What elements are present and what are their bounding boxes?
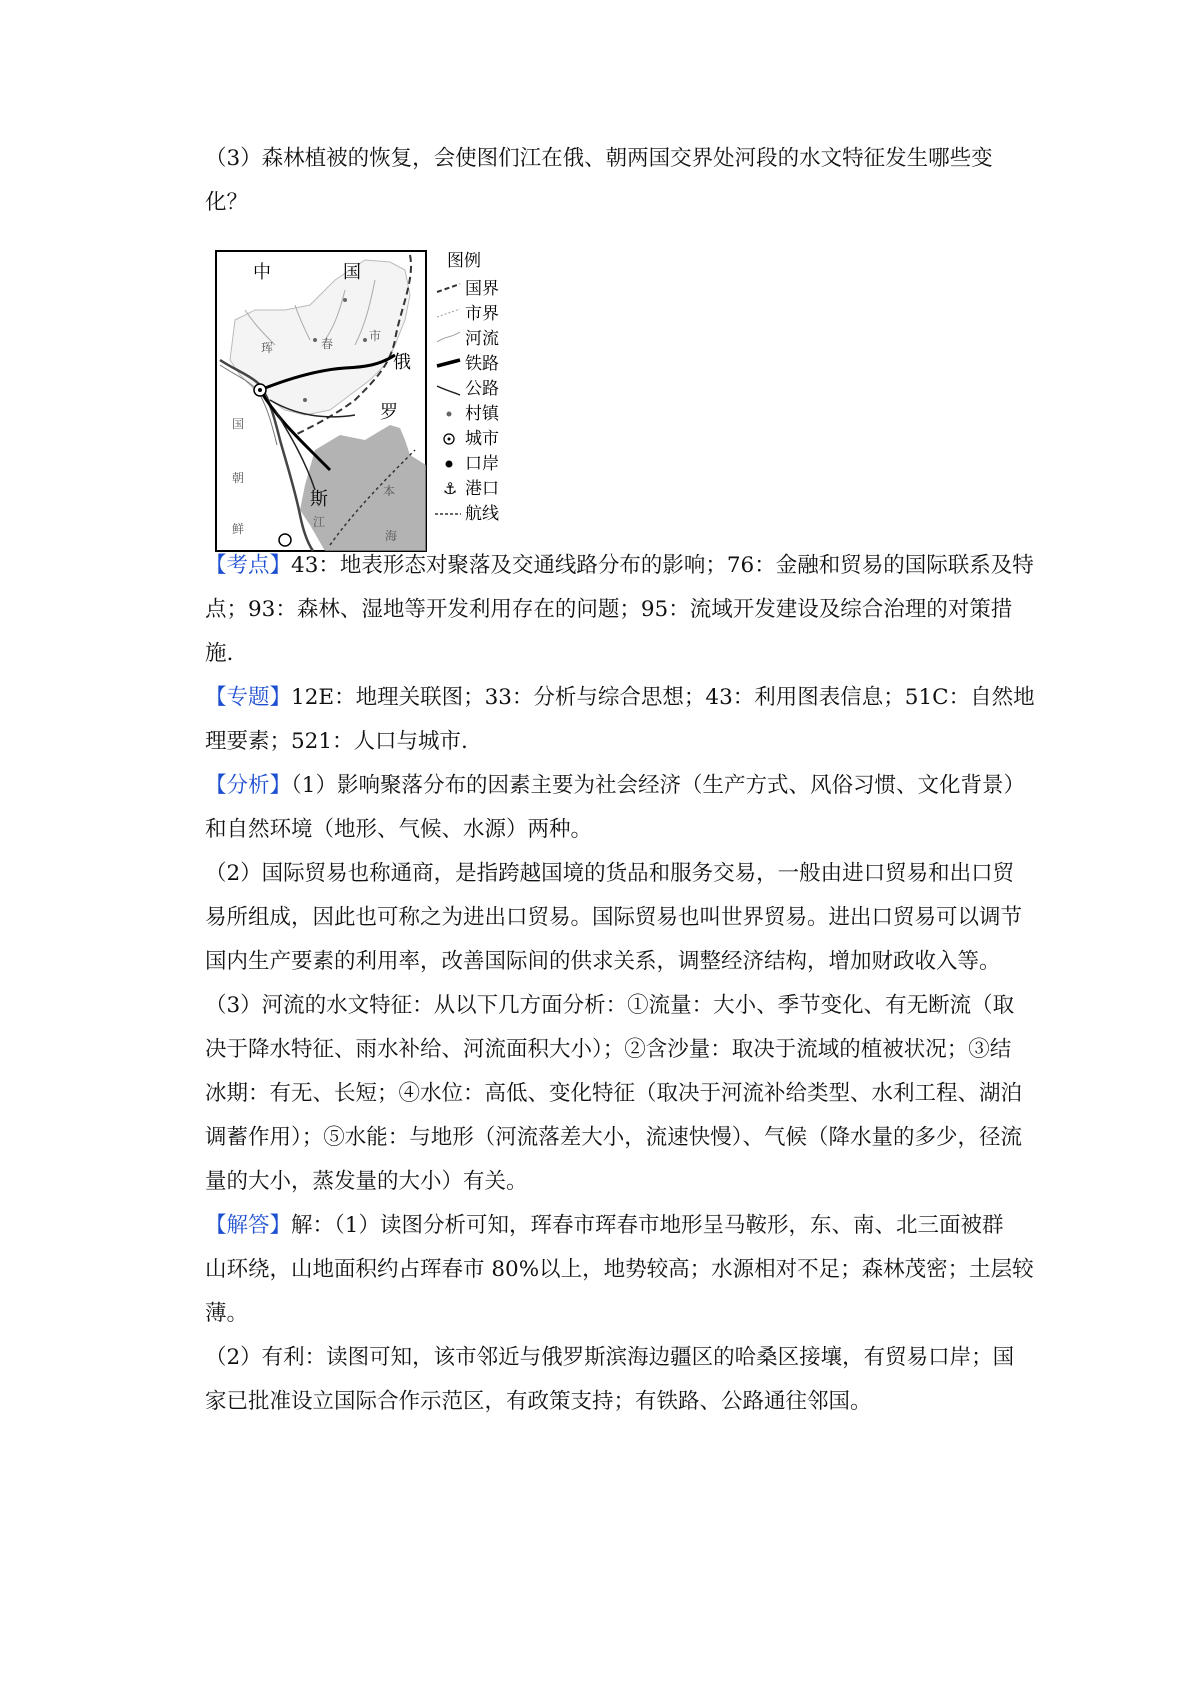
zhuanti-text-1: 12E：地理关联图；33：分析与综合思想；43：利用图表信息；51C：自然地 [291,685,1035,710]
zhuanti-line-1 [205,676,1035,720]
legend-item-highway [437,379,499,399]
legend-label-city-boundary: 市界 [465,304,499,324]
jieda-tag: 【解答】 [205,1213,292,1238]
city-boundary-icon [437,309,460,317]
kaodian-line-3: 施. [205,641,234,666]
label-russia-2: 罗 [380,402,398,423]
legend-title: 图例 [447,251,481,271]
highway-icon [437,386,460,395]
label-russia-1: 俄 [393,352,411,373]
anchor-icon: ⚓ [443,479,458,498]
label-china-2: 国 [343,262,361,283]
label-shi: 市 [369,329,382,343]
fenxi-line-3: （2）国际贸易也称通商，是指跨越国境的货品和服务交易，一般由进口贸易和出口贸 [205,861,1015,886]
legend-item-river [437,329,499,349]
fenxi-line-8: 冰期：有无、长短；④水位：高低、变化特征（取决于河流补给类型、水利工程、湖泊 [205,1081,1023,1106]
fenxi-tag: 【分析】 [205,773,292,798]
question-line-2: 化？ [205,190,249,215]
jieda-line-3: 薄。 [205,1301,249,1326]
kaodian-line-1 [205,544,1035,588]
label-chun: 春 [321,337,334,351]
legend-item-railway [437,354,499,374]
map-svg [215,250,550,580]
legend-item-harbor [443,479,499,499]
port-dot-icon [446,461,453,468]
question-line-1: （3）森林植被的恢复，会使图们江在俄、朝两国交界处河段的水文特征发生哪些变 [205,146,993,171]
railway-icon [437,360,460,366]
village-dot [303,398,307,402]
legend-label-city: 城市 [465,429,499,449]
label-korea-3: 鲜 [232,522,245,536]
legend-item-shipping [435,504,499,524]
kaodian-line-2: 点；93：森林、湿地等开发利用存在的问题；95：流域开发建设及综合治理的对策措 [205,597,1013,622]
fenxi-line-1 [205,764,1035,808]
legend-label-highway: 公路 [465,379,499,399]
river-icon [437,332,460,342]
jieda-line-5: 家已批准设立国际合作示范区，有政策支持；有铁路、公路通往邻国。 [205,1389,872,1414]
legend-item-village [447,404,500,424]
fenxi-line-7: 决于降水特征、雨水补给、河流面积大小）；②含沙量：取决于流域的植被状况；③结 [205,1037,1012,1062]
village-dot [313,338,317,342]
village-dot [343,298,347,302]
legend-label-river: 河流 [465,329,499,349]
label-jiang: 江 [313,515,326,529]
fenxi-line-9: 调蓄作用）；⑤水能：与地形（河流落差大小，流速快慢）、气候（降水量的多少，径流 [205,1125,1023,1150]
legend-item-city [444,429,499,449]
legend-item-border [437,279,499,299]
legend-label-port: 口岸 [465,454,499,474]
jieda-text-1: 解：（1）读图分析可知，珲春市珲春市地形呈马鞍形，东、南、北三面被群 [291,1213,1004,1238]
kaodian-text-1: 43：地表形态对聚落及交通线路分布的影响；76：金融和贸易的国际联系及特 [291,553,1034,578]
label-korea-1: 国 [232,417,245,431]
tumen-river-map [215,250,550,580]
legend-item-port [446,454,500,474]
fenxi-line-2: 和自然环境（地形、气候、水源）两种。 [205,817,593,842]
fenxi-line-5: 国内生产要素的利用率，改善国际间的供求关系，调整经济结构，增加财政收入等。 [205,949,1001,974]
legend-item-city-boundary [437,304,499,324]
label-russia-3: 斯 [310,489,328,510]
zhuanti-tag: 【专题】 [205,685,292,710]
legend-label-border: 国界 [465,279,499,299]
label-korea-2: 朝 [232,471,245,485]
label-china-1: 中 [253,262,271,283]
kaodian-tag: 【考点】 [205,553,292,578]
label-riben-1: 本 [383,484,396,498]
village-dot [363,338,367,342]
label-riben-2: 海 [385,529,398,543]
fenxi-line-10: 量的大小，蒸发量的大小）有关。 [205,1169,528,1194]
zhuanti-line-2: 理要素；521：人口与城市. [205,729,468,754]
fenxi-text-1: （1）影响聚落分布的因素主要为社会经济（生产方式、风俗习惯、文化背景） [291,773,1025,798]
jieda-line-1 [205,1204,1035,1248]
legend-label-village: 村镇 [465,404,499,424]
city-marker-center [258,388,262,392]
legend-label-railway: 铁路 [465,354,499,374]
legend-label-shipping: 航线 [465,504,499,524]
legend-label-harbor: 港口 [465,479,499,499]
fenxi-line-6: （3）河流的水文特征：从以下几方面分析：①流量：大小、季节变化、有无断流（取 [205,993,1015,1018]
jieda-line-2: 山环绕，山地面积约占珲春市 80%以上，地势较高；水源相对不足；森林茂密；土层较 [205,1257,1034,1282]
jieda-line-4: （2）有利：读图可知，该市邻近与俄罗斯滨海边疆区的哈桑区接壤，有贸易口岸；国 [205,1345,1015,1370]
village-dot-icon [447,412,452,417]
label-hun: 珲 [261,341,274,355]
fenxi-line-4: 易所组成，因此也可称之为进出口贸易。国际贸易也叫世界贸易。进出口贸易可以调节 [205,905,1023,930]
city-circle-icon-center [448,438,451,441]
border-line-icon [437,284,460,292]
